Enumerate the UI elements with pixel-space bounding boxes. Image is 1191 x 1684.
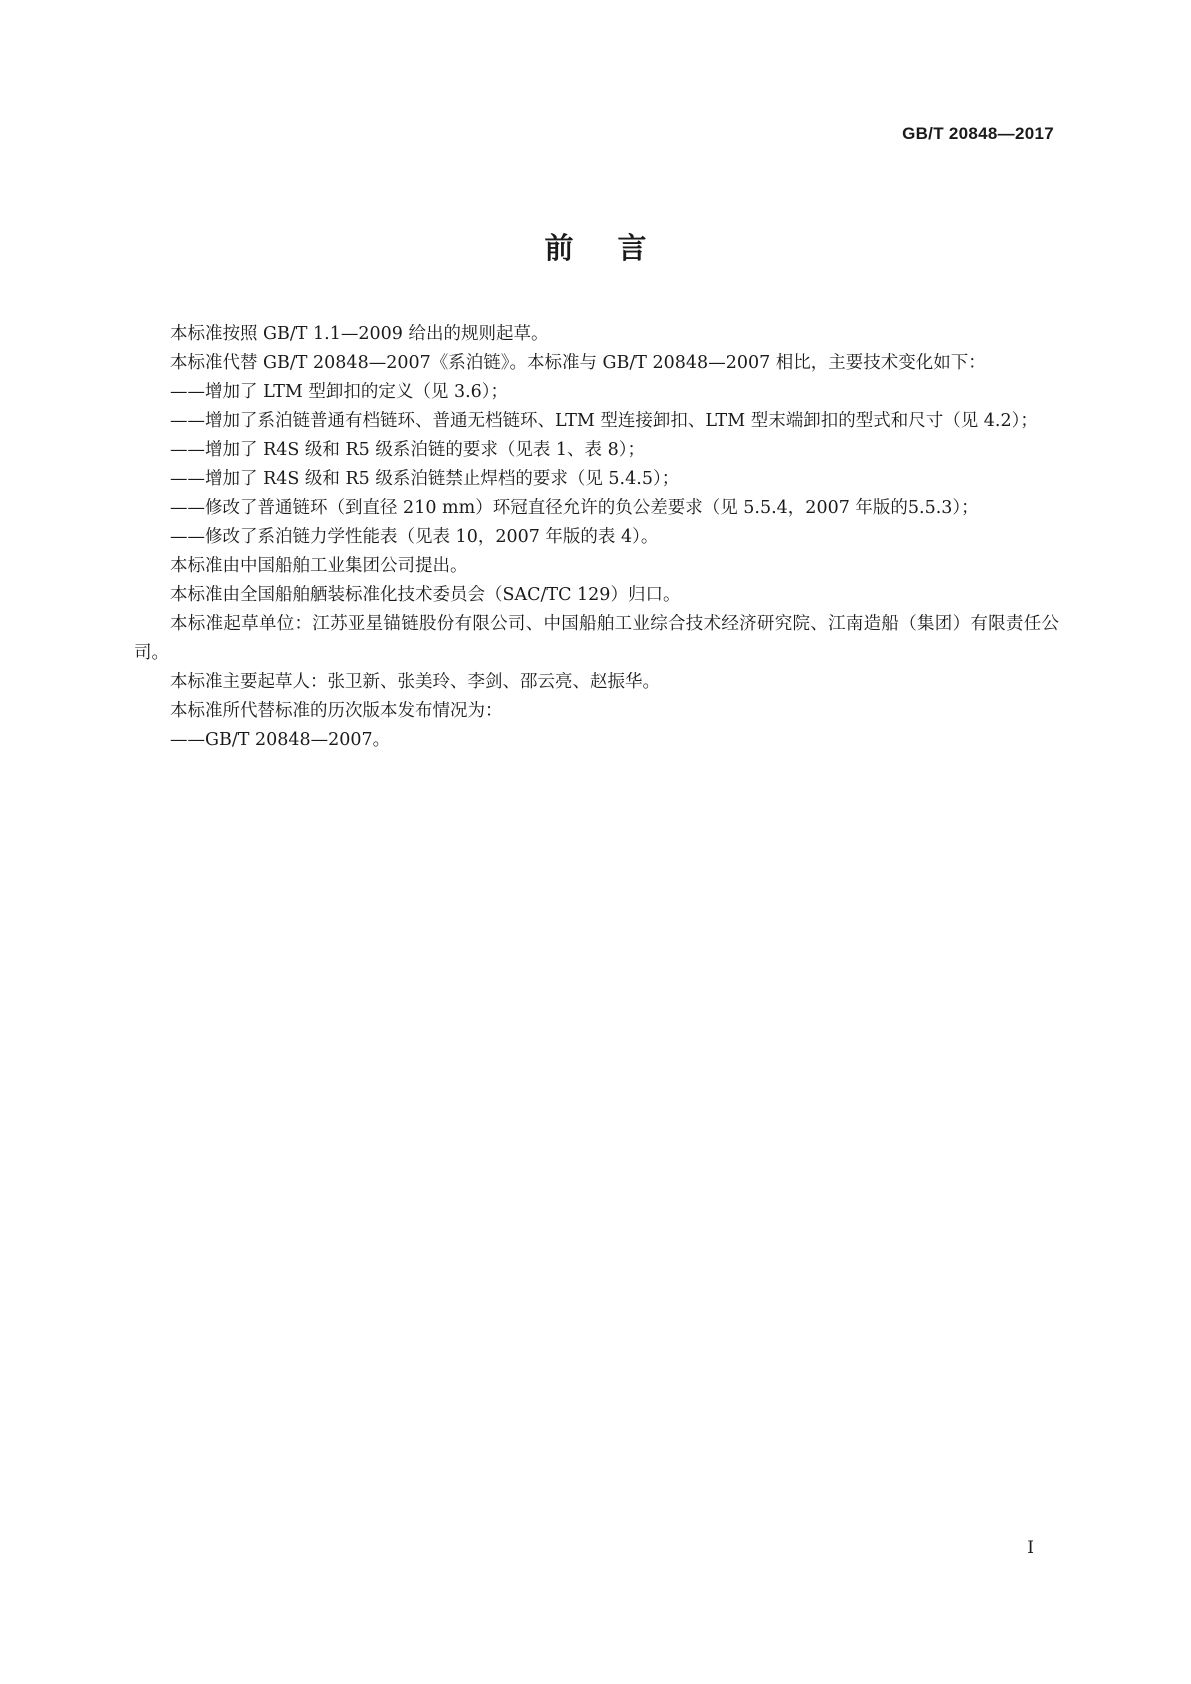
paragraph: 本标准由全国船舶舾装标准化技术委员会（SAC/TC 129）归口。 [170,585,681,605]
change-item: ——增加了 R4S 级和 R5 级系泊链的要求（见表 1、表 8）； [170,440,646,460]
paragraph: 本标准按照 GB/T 1.1—2009 给出的规则起草。 [170,324,549,344]
page-title: 前言 [544,231,691,265]
standard-number: GB/T 20848—2017 [902,124,1054,143]
paragraph: 本标准主要起草人：张卫新、张美玲、李剑、邵云亮、赵振华。 [170,672,660,692]
history-item: ——GB/T 20848—2007。 [170,730,391,750]
change-item: ——修改了系泊链力学性能表（见表 10，2007 年版的表 4）。 [170,527,659,547]
change-item: ——增加了 LTM 型卸扣的定义（见 3.6）； [170,382,509,402]
change-item: ——修改了普通链环（到直径 210 mm）环冠直径允许的负公差要求（见 5.5.4，2007 年版的5.5.3）； [170,498,979,518]
paragraph: 本标准起草单位：江苏亚星锚链股份有限公司、中国船舶工业综合技术经济研究院、江南造船（集团）有限责任公司。 [134,614,1059,663]
preface-body [134,320,1059,755]
page-number: I [1027,1538,1034,1558]
paragraph: 本标准所代替标准的历次版本发布情况为： [170,701,503,721]
paragraph: 本标准由中国船舶工业集团公司提出。 [170,556,468,576]
paragraph: 本标准代替 GB/T 20848—2007《系泊链》。本标准与 GB/T 20848—2007 相比，主要技术变化如下： [170,353,986,373]
change-item: ——增加了 R4S 级和 R5 级系泊链禁止焊档的要求（见 5.4.5）； [170,469,680,489]
change-item: ——增加了系泊链普通有档链环、普通无档链环、LTM 型连接卸扣、LTM 型末端卸扣的型式和尺寸（见 4.2）； [170,411,1038,431]
